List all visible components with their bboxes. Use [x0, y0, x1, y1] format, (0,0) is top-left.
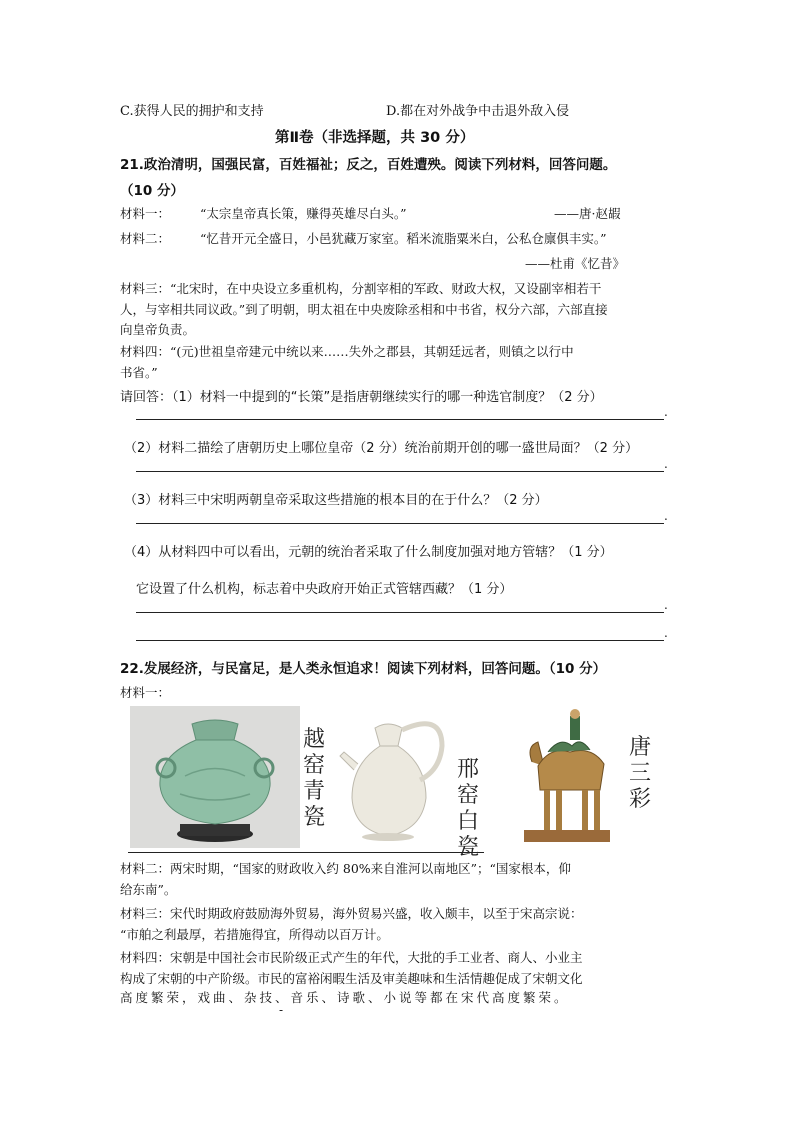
page-mark: -: [279, 1003, 284, 1017]
option-c: C.获得人民的拥护和支持: [120, 104, 264, 119]
q21-m1-label: 材料一：: [120, 206, 171, 221]
q21-m2-source: ——杜甫《忆昔》: [525, 256, 626, 271]
q22-title: 22.发展经济，与民富足，是人类永恒追求！阅读下列材料，回答问题。（10 分）: [120, 661, 607, 677]
yue-celadon-label: 越窑青瓷: [302, 727, 325, 830]
answer-line[interactable]: [136, 612, 664, 613]
q21-m3-line1: 材料三：“北宋时，在中央设立多重机构，分割宰相的军政、财政大权，又设副宰相若干: [120, 281, 602, 296]
tang-sancai-photo: [520, 706, 616, 848]
q22-m3-line1: 材料三：宋代时期政府鼓励海外贸易，海外贸易兴盛，收入颇丰，以至于宋高宗说：: [120, 906, 583, 921]
answer-line[interactable]: [136, 523, 664, 524]
q21-question-2: （2）材料二描绘了唐朝历史上哪位皇帝（2 分）统治前期开创的哪一盛世局面？（2 分）: [124, 441, 639, 456]
q22-m2-line2: 给东南”。: [120, 882, 177, 897]
q21-question-1: 请回答：（1）材料一中提到的“长策”是指唐朝继续实行的哪一种选官制度？（2 分）: [120, 390, 603, 405]
q22-m3-line2: “市舶之利最厚，若措施得宜，所得动以百万计。: [120, 927, 389, 942]
answer-line[interactable]: [136, 471, 664, 472]
q21-question-3: （3）材料三中宋明两朝皇帝采取这些措施的根本目的在于什么？（2 分）: [124, 493, 548, 508]
line-end-dot: .: [664, 509, 668, 523]
line-end-dot: .: [664, 457, 668, 471]
yue-celadon-photo: [130, 706, 300, 848]
q21-m3-line2: 人，与宰相共同议政。”到了明朝，明太祖在中央废除丞相和中书省，权分六部，六部直接: [120, 302, 608, 317]
answer-line[interactable]: [136, 640, 664, 641]
tang-sancai-label: 唐三彩: [628, 735, 651, 812]
q22-m4-line3: 高度繁荣，戏曲、杂技、音乐、诗歌、小说等都在宋代高度繁荣。: [120, 990, 570, 1005]
q21-question-4b: 它设置了什么机构，标志着中央政府开始正式管辖西藏？（1 分）: [136, 582, 513, 597]
q21-title: 21.政治清明，国强民富，百姓福祉；反之，百姓遭殃。阅读下列材料，回答问题。: [120, 157, 617, 173]
celadon-vase-image: [130, 706, 300, 848]
q21-m4-line2: 书省。”: [120, 365, 158, 380]
sancai-camel-image: [520, 706, 616, 848]
q21-m3-line3: 向皇帝负责。: [120, 322, 196, 337]
q21-m4-line1: 材料四：“(元)世祖皇帝建元中统以来……失外之郡县，其朝廷远者，则镇之以行中: [120, 344, 574, 359]
line-end-dot: .: [664, 405, 668, 419]
section-title: 第Ⅱ卷（非选择题，共 30 分）: [275, 130, 475, 146]
q21-m2-text: “忆昔开元全盛日，小邑犹藏万家室。稻米流脂粟米白，公私仓廪俱丰实。”: [200, 231, 607, 246]
xing-white-porcelain-photo: [330, 706, 450, 848]
option-d: D.都在对外战争中击退外敌入侵: [386, 104, 570, 119]
q21-m1-source: ——唐·赵嘏: [554, 206, 621, 221]
xing-white-porcelain-label: 邢窑白瓷: [456, 757, 479, 860]
q21-question-4a: （4）从材料四中可以看出，元朝的统治者采取了什么制度加强对地方管辖？（1 分）: [124, 545, 613, 560]
q21-m2-label: 材料二：: [120, 231, 171, 246]
line-end-dot: .: [664, 626, 668, 640]
white-ewer-image: [330, 706, 450, 848]
q22-m1-label: 材料一：: [120, 685, 171, 700]
q22-m4-line1: 材料四：宋朝是中国社会市民阶级正式产生的年代，大批的手工业者、商人、小业主: [120, 950, 583, 965]
answer-line[interactable]: [136, 419, 664, 420]
q22-m4-line2: 构成了宋朝的中产阶级。市民的富裕闲暇生活及审美趣味和生活情趣促成了宋朝文化: [120, 971, 583, 986]
q21-score: （10 分）: [120, 183, 184, 199]
q22-m2-line1: 材料二：两宋时期，“国家的财政收入约 80%来自淮河以南地区”；“国家根本，仰: [120, 861, 571, 876]
q21-m1-text: “太宗皇帝真长策，赚得英雄尽白头。”: [200, 206, 407, 221]
image-rule: [128, 852, 484, 853]
line-end-dot: .: [664, 598, 668, 612]
